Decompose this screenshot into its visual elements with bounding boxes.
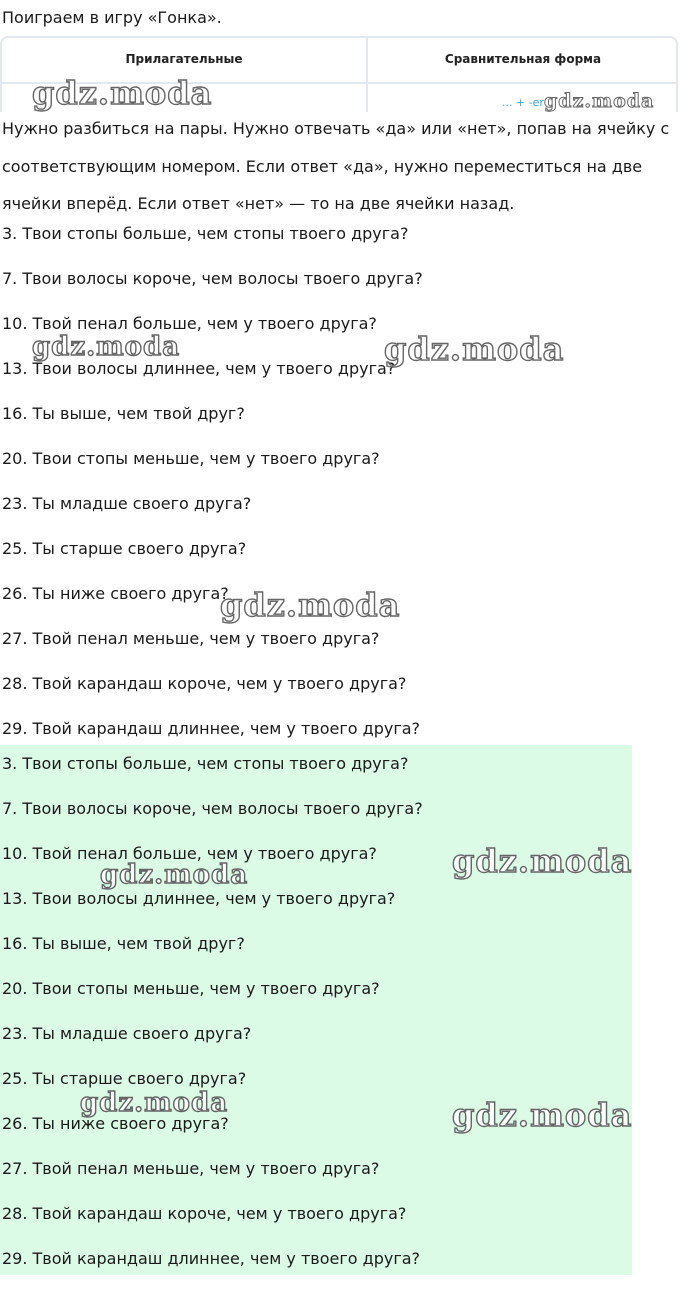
answer-item: 13. Твои волосы длиннее, чем у твоего друга? (2, 889, 396, 908)
answer-item: 25. Ты старше своего друга? (2, 1069, 247, 1088)
answer-item: 16. Ты выше, чем твой друг? (2, 934, 245, 953)
watermark: gdz.moda (80, 1088, 229, 1118)
answer-item: 7. Твои волосы короче, чем волосы твоего друга? (2, 799, 423, 818)
watermark: gdz.moda (452, 842, 633, 880)
table-cell-hint: ... + -er (502, 96, 544, 109)
question-item: 7. Твои волосы короче, чем волосы твоего друга? (2, 269, 423, 288)
watermark: gdz.moda (32, 74, 213, 112)
question-item: 25. Ты старше своего друга? (2, 539, 247, 558)
question-item: 26. Ты ниже своего друга? (2, 584, 229, 603)
watermark: gdz.moda (384, 330, 565, 368)
answer-item: 3. Твои стопы больше, чем стопы твоего друга? (2, 754, 409, 773)
table-header-adjectives: Прилагательные (125, 52, 243, 66)
question-item: 23. Ты младше своего друга? (2, 494, 252, 513)
answer-item: 28. Твой карандаш короче, чем у твоего друга? (2, 1204, 407, 1223)
watermark: gdz.moda (544, 90, 655, 112)
question-item: 29. Твой карандаш длиннее, чем у твоего друга? (2, 719, 421, 738)
answer-item: 20. Твои стопы меньше, чем у твоего друга? (2, 979, 380, 998)
answer-item: 23. Ты младше своего друга? (2, 1024, 252, 1043)
question-item: 16. Ты выше, чем твой друг? (2, 404, 245, 423)
table-header-comparative: Сравнительная форма (444, 52, 602, 66)
table-column-divider (366, 38, 368, 112)
watermark: gdz.moda (452, 1096, 633, 1134)
instructions-paragraph: Нужно разбиться на пары. Нужно отвечать «да» или «нет», попав на ячейку с соответствующим номером. Если ответ «да», нужно переместиться на две ячейки вперёд. Если ответ «нет» — то на две ячейки назад. (2, 119, 670, 213)
answer-item: 10. Твой пенал больше, чем у твоего друга? (2, 844, 377, 863)
question-item: 28. Твой карандаш короче, чем у твоего друга? (2, 674, 407, 693)
question-item: 27. Твой пенал меньше, чем у твоего друга? (2, 629, 380, 648)
intro-text: Поиграем в игру «Гонка». (2, 8, 222, 27)
watermark: gdz.moda (100, 860, 249, 890)
question-item: 10. Твой пенал больше, чем у твоего друга? (2, 314, 377, 333)
answer-item: 29. Твой карандаш длиннее, чем у твоего друга? (2, 1249, 421, 1268)
watermark: gdz.moda (220, 586, 401, 624)
answer-block (0, 745, 632, 1275)
question-item: 13. Твои волосы длиннее, чем у твоего друга? (2, 359, 396, 378)
question-item: 20. Твои стопы меньше, чем у твоего друга? (2, 449, 380, 468)
answer-item: 27. Твой пенал меньше, чем у твоего друга? (2, 1159, 380, 1178)
question-item: 3. Твои стопы больше, чем стопы твоего друга? (2, 224, 409, 243)
answer-item: 26. Ты ниже своего друга? (2, 1114, 229, 1133)
watermark: gdz.moda (32, 332, 181, 362)
